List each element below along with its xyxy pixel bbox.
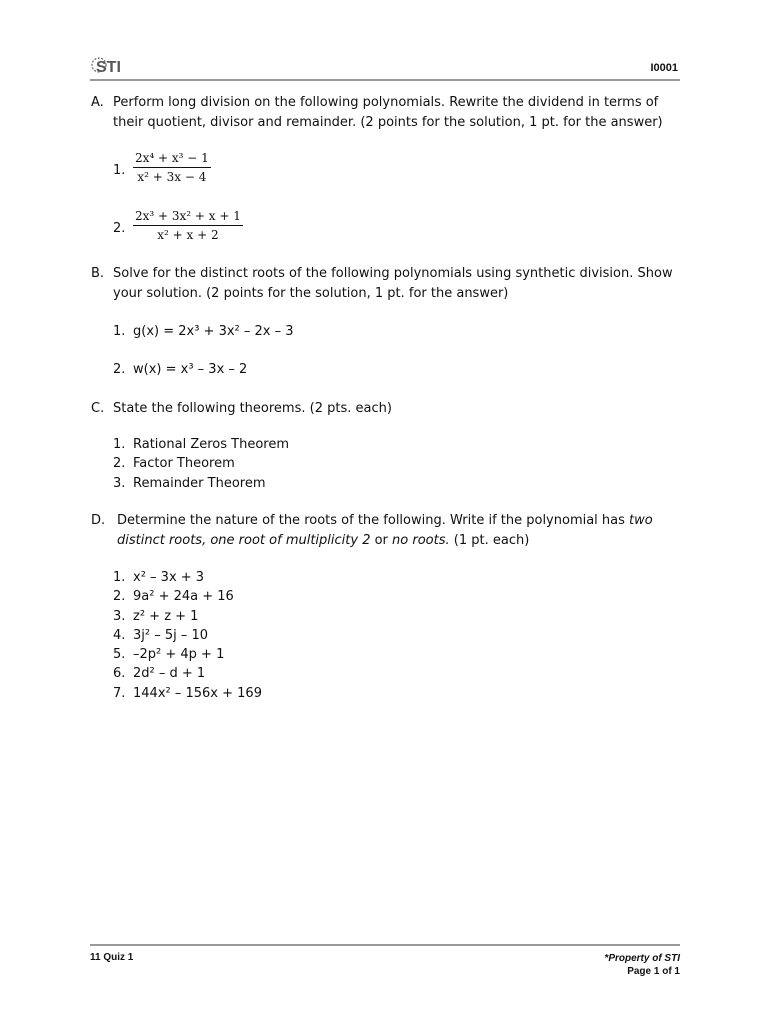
item-expression: 2d² – d + 1 [133, 666, 206, 682]
sti-logo [90, 56, 136, 80]
section-c-instructions: State the following theorems. (2 pts. each) [113, 401, 392, 416]
list-item [113, 454, 289, 473]
fraction-numerator: 2x⁴ + x³ − 1 [133, 151, 211, 168]
item-number: 3. [113, 608, 126, 624]
item-expression: 144x² – 156x + 169 [133, 685, 262, 701]
list-item [113, 568, 262, 587]
item-text: Remainder Theorem [133, 475, 266, 491]
section-c [91, 399, 681, 419]
item-number: 4. [113, 627, 126, 643]
section-b-instructions: Solve for the distinct roots of the following polynomials using synthetic division. Show your solution. (2 points for the solution, 1 pt. for the answer) [113, 266, 673, 301]
footer-property-label: *Property of STI [604, 953, 680, 964]
page-footer [90, 944, 680, 984]
footer-divider [90, 944, 680, 946]
section-a [91, 93, 681, 133]
item-number: 3. [113, 475, 126, 491]
item-number: 6. [113, 666, 126, 682]
item-expression: x² – 3x + 3 [133, 570, 205, 585]
section-d-letter: D. [91, 513, 106, 528]
item-expression: 3j² – 5j – 10 [133, 627, 209, 643]
section-b-item-1 [113, 322, 294, 341]
footer-course-label: 11 Quiz 1 [90, 952, 134, 963]
page-header [90, 54, 680, 80]
svg-text:STI: STI [96, 59, 121, 76]
footer-page-number: Page 1 of 1 [627, 966, 680, 977]
section-a-item-2-fraction [133, 209, 243, 242]
section-d-instructions [117, 511, 681, 551]
list-item [113, 645, 262, 664]
item-number: 1. [113, 324, 126, 339]
item-expression: w(x) = x³ – 3x – 2 [133, 362, 248, 377]
section-b [91, 264, 681, 304]
text-run-italic: no roots. [392, 533, 450, 548]
document-code: I0001 [650, 62, 678, 74]
item-number: 1. [113, 437, 126, 452]
section-a-instructions: Perform long division on the following polynomials. Rewrite the dividend in terms of their quotient, divisor and remainder. (2 points for the solution, 1 pt. for the answer) [113, 95, 663, 130]
footer-right [604, 952, 680, 978]
section-b-item-2 [113, 360, 247, 379]
section-d [91, 511, 681, 551]
list-item [113, 607, 262, 626]
section-c-letter: C. [91, 401, 105, 416]
item-number: 1. [113, 570, 126, 585]
section-a-letter: A. [91, 95, 104, 110]
item-expression: z² + z + 1 [133, 608, 199, 624]
list-item [113, 587, 262, 606]
text-run: (1 pt. each) [449, 533, 530, 548]
item-text: Factor Theorem [133, 456, 235, 472]
item-expression: –2p² + 4p + 1 [133, 647, 225, 663]
section-b-letter: B. [91, 266, 105, 281]
sti-logo-icon [90, 56, 136, 76]
fraction-denominator: x² + 3x − 4 [137, 170, 207, 184]
list-item [113, 435, 289, 454]
text-run: Determine the nature of the roots of the following. Write if the polynomial has [117, 513, 630, 528]
list-item [113, 626, 262, 645]
list-item [113, 474, 289, 493]
fraction-numerator: 2x³ + 3x² + x + 1 [133, 209, 243, 226]
list-item [113, 684, 262, 703]
section-a-item-1-fraction [133, 151, 211, 184]
item-number: 5. [113, 647, 126, 663]
item-text: Rational Zeros Theorem [133, 437, 289, 452]
item-number: 2. [113, 589, 126, 605]
item-number: 2. [113, 456, 126, 472]
header-divider [90, 79, 680, 81]
item-number: 2. [113, 362, 126, 377]
text-run: or [370, 533, 393, 548]
section-c-list [113, 435, 289, 493]
section-a-item-1-number: 1. [113, 163, 126, 178]
section-a-item-2-number: 2. [113, 221, 126, 236]
fraction-denominator: x² + x + 2 [157, 228, 219, 242]
item-expression: 9a² + 24a + 16 [133, 589, 234, 605]
item-expression: g(x) = 2x³ + 3x² – 2x – 3 [133, 324, 294, 339]
item-number: 7. [113, 685, 126, 701]
list-item [113, 664, 262, 683]
section-d-list [113, 568, 262, 703]
text-run-italic: two distinct roots, one root of multiplicity 2 [117, 513, 653, 548]
